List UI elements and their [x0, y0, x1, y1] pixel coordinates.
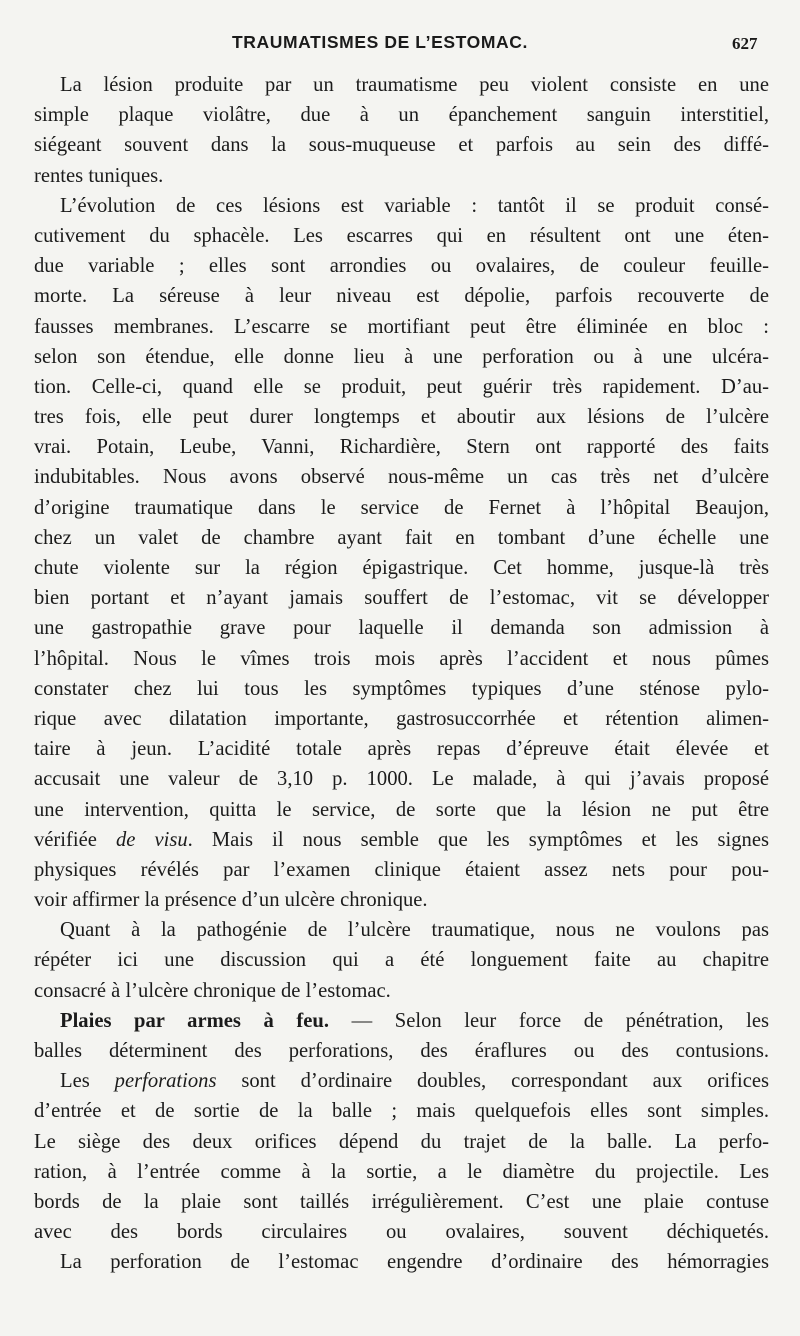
text-line: balles déterminent des perforations, des éraflures ou des contusions. — [34, 1040, 769, 1062]
text-line: tion. Celle-ci, quand elle se produit, peut guérir très rapidement. D’au- — [34, 375, 769, 398]
text-line: accusait une valeur de 3,10 p. 1000. Le malade, à qui j’avais proposé — [34, 768, 769, 791]
text-line: taire à jeun. L’acidité totale après repas d’épreuve était élevée et — [34, 738, 769, 761]
text-line: consacré à l’ulcère chronique de l’estomac. — [34, 979, 391, 1002]
text-line: siégeant souvent dans la sous-muqueuse et parfois au sein des diffé- — [34, 134, 769, 157]
text-line: une gastropathie grave pour laquelle il demanda son admission à — [34, 617, 769, 640]
text-line: bords de la plaie sont taillés irrégulièrement. C’est une plaie contuse — [34, 1190, 769, 1213]
text-line: Le siège des deux orifices dépend du trajet de la balle. La perfo- — [34, 1130, 769, 1153]
text-line: vrai. Potain, Leube, Vanni, Richardière, Stern ont rapporté des faits — [34, 436, 769, 459]
text-line: cutivement du sphacèle. Les escarres qui en résultent ont une éten- — [34, 224, 769, 247]
text-line: avec des bords circulaires ou ovalaires, souvent déchiquetés. — [34, 1221, 769, 1244]
text-line: d’entrée et de sortie de la balle ; mais quelquefois elles sont simples. — [34, 1100, 769, 1123]
text-line: répéter ici une discussion qui a été longuement faite au chapitre — [34, 949, 769, 972]
italic-phrase: perforations — [114, 1070, 217, 1093]
running-title: TRAUMATISMES DE L’ESTOMAC. — [232, 32, 528, 52]
text-line: chez un valet de chambre ayant fait en tombant d’une échelle une — [34, 526, 769, 549]
text-line: une intervention, quitta le service, de sorte que la lésion ne put être — [34, 798, 769, 821]
body-text — [34, 70, 769, 1278]
page-number: 627 — [732, 34, 758, 53]
section-heading: Plaies par armes à feu. — [60, 1009, 329, 1032]
text-line: l’hôpital. Nous le vîmes trois mois après l’accident et nous pûmes — [34, 647, 769, 670]
text-line: d’origine traumatique dans le service de Fernet à l’hôpital Beaujon, — [34, 496, 769, 519]
text-line: fausses membranes. L’escarre se mortifiant peut être éliminée en bloc : — [34, 315, 769, 338]
text-line: constater chez lui tous les symptômes typiques d’une sténose pylo- — [34, 677, 769, 700]
text-line: La lésion produite par un traumatisme peu violent consiste en une — [60, 74, 769, 96]
text-line: tres fois, elle peut durer longtemps et aboutir aux lésions de l’ulcère — [34, 406, 769, 429]
text-line: Plaies par armes à feu. — Selon leur force de pénétration, les — [60, 1009, 769, 1032]
text-line: chute violente sur la région épigastrique. Cet homme, jusque-là très — [34, 557, 769, 579]
text-line: vérifiée de visu. Mais il nous semble que les symptômes et les signes — [34, 828, 769, 851]
text-line: selon son étendue, elle donne lieu à une perforation ou à une ulcéra- — [34, 345, 769, 368]
text-line: Les perforations sont d’ordinaire doubles, correspondant aux orifices — [60, 1070, 770, 1093]
text-line: morte. La séreuse à leur niveau est dépolie, parfois recouverte de — [34, 285, 769, 308]
text-line: rique avec dilatation importante, gastrosuccorrhée et rétention alimen- — [34, 707, 769, 730]
text-line: rentes tuniques. — [34, 164, 164, 187]
text-line: indubitables. Nous avons observé nous-même un cas très net d’ulcère — [34, 466, 769, 489]
text-line: simple plaque violâtre, due à un épanchement sanguin interstitiel, — [34, 104, 769, 127]
text-line: La perforation de l’estomac engendre d’ordinaire des hémorragies — [60, 1251, 769, 1274]
italic-phrase: de visu — [115, 828, 188, 851]
text-line: due variable ; elles sont arrondies ou ovalaires, de couleur feuille- — [34, 255, 769, 278]
text-line: ration, à l’entrée comme à la sortie, a le diamètre du projectile. Les — [34, 1160, 769, 1183]
text-line: Quant à la pathogénie de l’ulcère traumatique, nous ne voulons pas — [60, 919, 769, 942]
text-line: voir affirmer la présence d’un ulcère chronique. — [34, 889, 428, 912]
text-line: L’évolution de ces lésions est variable : tantôt il se produit consé- — [60, 194, 769, 217]
page-header — [0, 30, 800, 58]
text-line: physiques révélés par l’examen clinique étaient assez nets pour pou- — [34, 858, 769, 881]
text-line: bien portant et n’ayant jamais souffert de l’estomac, vit se développer — [34, 587, 769, 610]
